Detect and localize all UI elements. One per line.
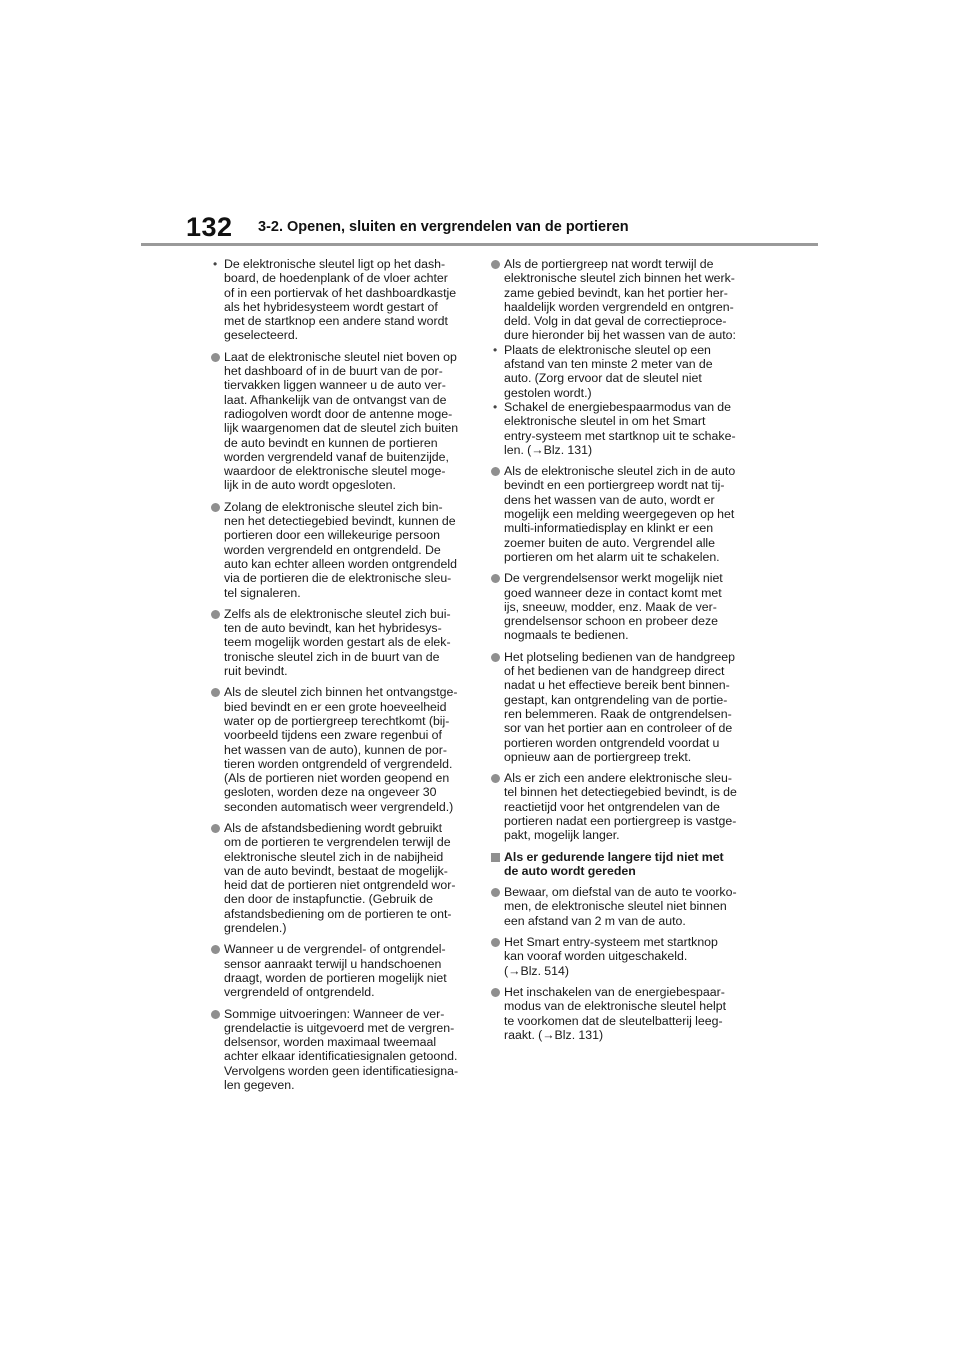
list-item-text: Het plotseling bedienen van de handgreep of het bedienen van de handgreep direct nadat u het effectieve bereik bent binnen- gestapt, kan ontgrendeling van de portie- ren belemmeren. Raak de ontgrendelsen- sor van het portier aan en controleer of de portieren worden ontgrendeld voordat u opnieuw aan de portiergreep trekt. (504, 649, 735, 764)
subheading-text: Als er gedurende langere tijd niet met de auto wordt gereden (504, 849, 724, 878)
circle-bullet-icon (491, 574, 500, 583)
list-item (491, 464, 749, 564)
list-item (491, 935, 749, 978)
list-item-text: Sommige uitvoeringen: Wanneer de ver- grendelactie is uitgevoerd met de vergren- delsensor, worden maximaal tweemaal achter elkaar identificatiesignalen getoond. Vervolgens worden geen identificatiesigna- len gegeven. (224, 1006, 459, 1093)
list-item (491, 650, 749, 764)
list-item (491, 985, 749, 1042)
list-item (211, 350, 469, 493)
circle-bullet-icon (491, 888, 500, 897)
circle-bullet-icon (491, 653, 500, 662)
list-item (491, 771, 749, 842)
section-subheading (491, 850, 749, 879)
list-item-text: Laat de elektronische sleutel niet boven op het dashboard of in de buurt van de por- tiervakken liggen wanneer u de auto ver- laat. Afhankelijk van de ontvangst van de radiogolven wordt door de antenne moge- lijk waargenomen dat de sleutel zich buiten de auto bevindt en kunnen de portieren worden vergrendeld vanaf de buitenzijde, waardoor de elektronische sleutel moge- lijk in de auto wordt opgesloten. (224, 349, 459, 493)
list-item-text: Het inschakelen van de energiebespaar- modus van de elektronische sleutel helpt te voorkomen dat de sleutelbatterij leeg- raakt. (→Blz. 131) (504, 984, 727, 1042)
list-item (211, 685, 469, 814)
square-bullet-icon (491, 853, 500, 862)
list-item (211, 942, 469, 999)
list-item (491, 885, 749, 928)
list-item-text: Als de portiergreep nat wordt terwijl de elektronische sleutel zich binnen het werk- zame gebied bevindt, kan het portier her- haaldelijk worden vergrendeld en ontgren- deld. Volg in dat geval de correctieproce- dure hieronder bij het wassen van de auto: (504, 257, 736, 343)
list-item (211, 500, 469, 600)
list-item-text: Bewaar, om diefstal van de auto te voorko- men, de elektronische sleutel niet binnen een afstand van 2 m van de auto. (504, 885, 737, 928)
list-item-text: De elektronische sleutel ligt op het dash- board, de hoedenplank of de vloer achter of in een portiervak of het dashboardkastje als het hybridesysteem wordt gestart of met de startknop een andere stand wordt geselecteerd. (224, 257, 457, 343)
page-header (186, 208, 846, 248)
list-item (491, 571, 749, 642)
list-item-text: Schakel de energiebespaarmodus van de elektronische sleutel in om het Smart entry-systeem met startknop uit te schake- len. (→Blz. 131) (504, 399, 736, 457)
header-divider (141, 243, 818, 246)
list-item-text: Het Smart entry-systeem met startknop kan vooraf worden uitgeschakeld. (→Blz. 514) (504, 935, 718, 978)
circle-bullet-icon (211, 1010, 220, 1019)
list-item (211, 1007, 469, 1093)
list-item (491, 343, 749, 400)
list-item-text: Als er zich een andere elektronische sleu- tel binnen het detectiegebied bevindt, is de reactietijd voor het ontgrendelen van de portieren nadat een portiergreep is vastge- pakt, mogelijk langer. (504, 771, 737, 843)
bullet-marker: • (213, 257, 218, 271)
circle-bullet-icon (211, 503, 220, 512)
list-item (491, 400, 749, 457)
list-item-text: Plaats de elektronische sleutel op een afstand van ten minste 2 meter van de auto. (Zorg ervoor dat de sleutel niet gestolen wordt.) (504, 342, 713, 400)
circle-bullet-icon (211, 824, 220, 833)
bullet-marker: • (493, 399, 498, 414)
list-item-text: Als de elektronische sleutel zich in de auto bevindt en een portiergreep wordt nat tij- dens het wassen van de auto, wordt er mogelijk een melding weergegeven op het multi-informatiedisplay en klinkt er een zoemer buiten de auto. Vergrendel alle portieren om het alarm uit te schakelen. (504, 464, 736, 564)
circle-bullet-icon (491, 938, 500, 947)
list-item-text: Zelfs als de elektronische sleutel zich bui- ten de auto bevindt, kan het hybridesys- teem mogelijk worden gestart als de elek- tronische sleutel zich in de buurt van de ruit bevindt. (224, 606, 451, 679)
bullet-marker: • (493, 342, 498, 357)
section-title: 3-2. Openen, sluiten en vergrendelen van de portieren (258, 219, 629, 235)
circle-bullet-icon (211, 945, 220, 954)
list-item-text: Als de sleutel zich binnen het ontvangstge- bied bevindt en er een grote hoeveelheid water op de portiergreep terechtkomt (bij- voorbeeld tijdens een zware regenbui of het wassen van de auto), kunnen de por- tieren worden ontgrendeld of vergrendeld. (Als de portieren niet worden geopend en gesloten, worden deze na ongeveer 30 seconden automatisch weer vergrendeld.) (224, 685, 458, 814)
list-item (211, 607, 469, 678)
list-item-text: Als de afstandsbediening wordt gebruikt om de portieren te vergrendelen terwijl de elektronische sleutel zich in de nabijheid van de auto bevindt, bestaat de mogelijk- heid dat de portieren niet ontgrendeld wor- den door de instapfunctie. (Gebruik de afstandsbediening om de portieren te ont- grendelen.) (224, 820, 456, 936)
circle-bullet-icon (491, 774, 500, 783)
circle-bullet-icon (491, 467, 500, 476)
list-item (211, 257, 469, 343)
list-item (211, 821, 469, 935)
list-item-text: Zolang de elektronische sleutel zich bin- nen het detectiegebied bevindt, kunnen de portieren door een willekeurige persoon worden vergrendeld en ontgrendeld. De auto kan echter alleen worden ontgrendeld via de portieren die de elektronische sleu- tel signaleren. (224, 499, 458, 600)
circle-bullet-icon (211, 688, 220, 697)
list-item-text: De vergrendelsensor werkt mogelijk niet goed wanneer deze in contact komt met ijs, sneeuw, modder, enz. Maak de ver- grendelsensor schoon en probeer deze nogmaals te bedienen. (504, 571, 723, 643)
circle-bullet-icon (491, 260, 500, 269)
list-item (491, 257, 749, 343)
left-column (211, 257, 469, 1099)
list-item-text: Wanneer u de vergrendel- of ontgrendel- sensor aanraakt terwijl u handschoenen draagt, worden de portieren mogelijk niet vergrendeld of ontgrendeld. (224, 942, 447, 1000)
page-number: 132 (186, 212, 233, 242)
circle-bullet-icon (491, 988, 500, 997)
circle-bullet-icon (211, 610, 220, 619)
circle-bullet-icon (211, 353, 220, 362)
right-column (491, 257, 749, 1049)
